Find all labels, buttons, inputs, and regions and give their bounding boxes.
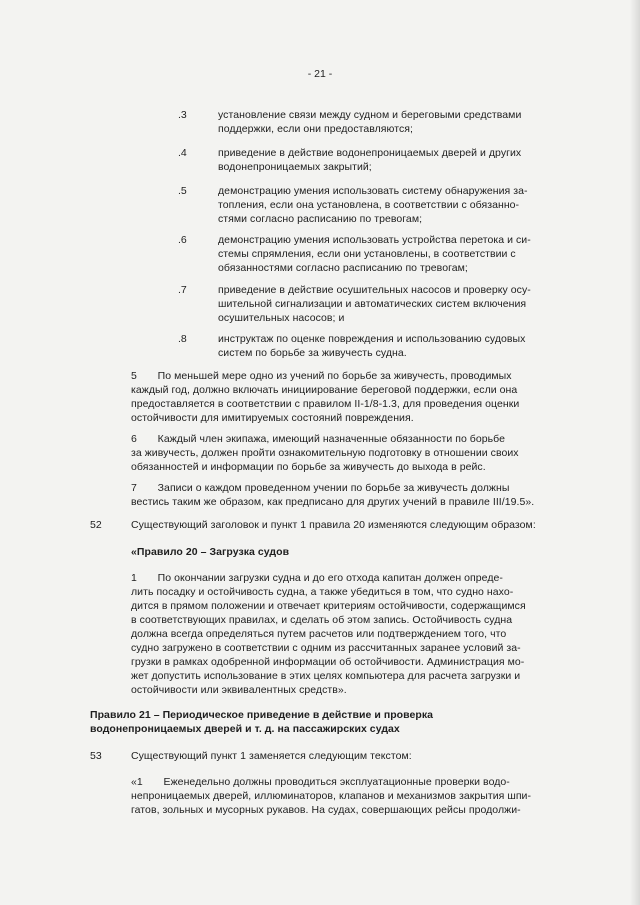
paragraph-line: 6 Каждый член экипажа, имеющий назначенные обязанности по борьбе	[131, 433, 506, 445]
list-item-line: приведение в действие осушительных насосов и проверку осу-	[218, 284, 531, 296]
list-item-line: осушительных насосов; и	[218, 312, 345, 324]
rule-20-heading: «Правило 20 – Загрузка судов	[131, 546, 290, 558]
list-item-line: приведение в действие водонепроницаемых дверей и других	[218, 147, 522, 159]
paragraph-line: «1 Еженедельно должны проводиться эксплуатационные проверки водо-	[131, 776, 510, 788]
paragraph-line: вестись таким же образом, как предписано для других учений в правиле III/19.5».	[131, 496, 535, 508]
list-item-line: топления, если она установлена, в соответствии с обязанно-	[218, 199, 520, 211]
list-item-line: демонстрацию умения использовать систему обнаружения за-	[218, 185, 528, 197]
list-item-line: демонстрацию умения использовать устройства перетока и си-	[218, 234, 531, 246]
list-item-line: инструктаж по оценке повреждения и использованию судовых	[218, 333, 526, 345]
paragraph-line: грузки в рамках одобренной информации об остойчивости. Администрация мо-	[131, 656, 525, 668]
list-item-number: .8	[178, 333, 187, 345]
list-item-line: шительной сигнализации и автоматических систем включения	[218, 298, 527, 310]
amendment-number: 53	[90, 750, 102, 762]
list-item-number: .7	[178, 284, 187, 296]
paragraph-line: предоставляется в соответствии с правилом II-1/8-1.3, для проведения оценки	[131, 398, 520, 410]
list-item-line: систем по борьбе за живучесть судна.	[218, 347, 407, 359]
page-number: - 21 -	[307, 68, 333, 80]
list-item-line: стями согласно расписанию по тревогам;	[218, 213, 423, 225]
amendment-text: Существующий заголовок и пункт 1 правила 20 изменяются следующим образом:	[131, 519, 536, 531]
amendment-number: 52	[90, 519, 102, 531]
list-item-number: .5	[178, 185, 187, 197]
paragraph-line: должна всегда определяться путем расчетов или подтверждением того, что	[131, 628, 507, 640]
paragraph-line: за живучесть, должен пройти ознакомительную подготовку в отношении своих	[131, 447, 519, 459]
paragraph-line: 5 По меньшей мере одно из учений по борьбе за живучесть, проводимых	[131, 370, 512, 382]
paragraph-line: дится в прямом положении и отвечает критериям остойчивости, содержащимся	[131, 600, 526, 612]
heading-line: Правило 21 – Периодическое приведение в действие и проверка	[90, 709, 434, 721]
list-item-line: установление связи между судном и береговыми средствами	[218, 109, 522, 121]
paragraph-line: непроницаемых дверей, иллюминаторов, клапанов и механизмов закрытия шпи-	[131, 790, 532, 802]
list-item-number: .4	[178, 147, 187, 159]
list-item-number: .3	[178, 109, 187, 121]
list-item-line: стемы спрямления, если они установлены, в соответствии с	[218, 248, 516, 260]
paragraph-line: лить посадку и остойчивость судна, а также убедиться в том, что судно нахо-	[131, 586, 514, 598]
paragraph-line: в соответствующих правилах, и сделать об этом запись. Остойчивость судна	[131, 614, 513, 626]
paragraph-line: остойчивости для имитируемых состояний повреждения.	[131, 412, 414, 424]
list-item-line: поддержки, если они предоставляются;	[218, 123, 413, 135]
list-item-number: .6	[178, 234, 187, 246]
heading-line: водонепроницаемых дверей и т. д. на пассажирских судах	[90, 723, 400, 735]
paragraph-line: обязанностей и информации по борьбе за живучесть до выхода в рейс.	[131, 461, 486, 473]
paragraph-line: судно загружено в соответствии с одним из рассчитанных заранее условий за-	[131, 642, 521, 654]
paragraph-line: остойчивости или эквивалентных средств».	[131, 684, 347, 696]
paragraph-line: гатов, зольных и мусорных рукавов. На судах, совершающих рейсы продолжи-	[131, 804, 521, 816]
amendment-text: Существующий пункт 1 заменяется следующим текстом:	[131, 750, 412, 762]
list-item-line: обязанностями согласно расписанию по тревогам;	[218, 262, 468, 274]
paragraph-line: каждый год, должно включать инициирование береговой поддержки, если она	[131, 384, 518, 396]
list-item-line: водонепроницаемых закрытий;	[218, 161, 372, 173]
paragraph-line: 7 Записи о каждом проведенном учении по борьбе за живучесть должны	[131, 482, 510, 494]
paragraph-line: 1 По окончании загрузки судна и до его отхода капитан должен опреде-	[131, 572, 503, 584]
page-edge-shadow	[630, 0, 640, 905]
paragraph-line: жет допустить использование в этих целях компьютера для расчета загрузки и	[131, 670, 521, 682]
